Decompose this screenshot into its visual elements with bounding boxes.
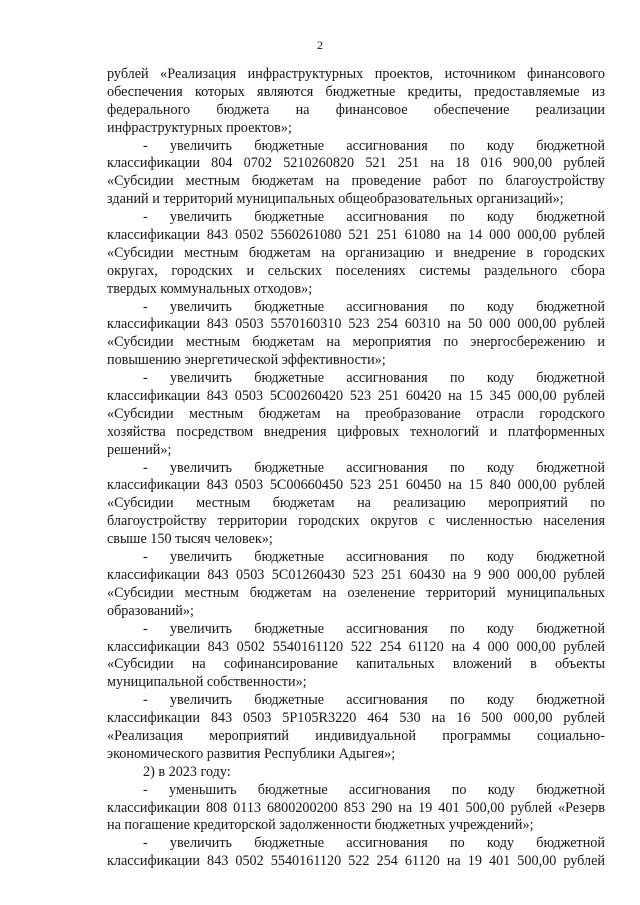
- text-line: классификации 843 0502 5560261080 521 251 61080 на 14 000 000,00 рублей: [107, 227, 605, 244]
- text-line: - увеличить бюджетные ассигнования по коду бюджетной: [143, 209, 605, 226]
- text-line: федерального бюджета на финансовое обеспечение реализации: [107, 101, 605, 118]
- text-line: «Субсидии местным бюджетам на реализацию мероприятий по: [107, 495, 605, 512]
- text-line: классификации 843 0503 5570160310 523 254 60310 на 50 000 000,00 рублей: [107, 316, 605, 333]
- document-body: [107, 66, 605, 871]
- text-line: зданий и территорий муниципальных общеобразовательных организаций»;: [107, 191, 564, 208]
- text-line: классификации 843 0503 5Р105R3220 464 530 на 16 500 000,00 рублей: [107, 710, 605, 727]
- text-line: «Субсидии местным бюджетам на проведение работ по благоустройству: [107, 173, 605, 190]
- text-line: «Субсидии местным бюджетам на преобразование отрасли городского: [107, 405, 605, 422]
- text-line: классификации 843 0502 5540161120 522 254 61120 на 19 401 500,00 рублей: [107, 853, 605, 870]
- text-line: образований»;: [107, 602, 194, 619]
- text-line: повышению энергетической эффективности»;: [107, 352, 386, 369]
- text-line: рублей «Реализация инфраструктурных проектов, источником финансового: [107, 66, 605, 82]
- text-line: - увеличить бюджетные ассигнования по коду бюджетной: [143, 137, 605, 154]
- text-line: «Субсидии на софинансирование капитальных вложений в объекты: [107, 656, 605, 673]
- text-line: инфраструктурных проектов»;: [107, 119, 292, 136]
- text-line: «Субсидии местным бюджетам на мероприятия по энергосбережению и: [107, 334, 605, 351]
- text-line: благоустройству территории городских округов с численностью населения: [107, 513, 605, 530]
- page-number: 2: [317, 38, 323, 52]
- text-line: - увеличить бюджетные ассигнования по коду бюджетной: [143, 459, 605, 476]
- text-line: обеспечения которых являются бюджетные кредиты, предоставляемые из: [107, 83, 605, 100]
- text-line: свыше 150 тысяч человек»;: [107, 531, 273, 548]
- text-line: - уменьшить бюджетные ассигнования по коду бюджетной: [143, 781, 605, 798]
- text-line: классификации 804 0702 5210260820 521 251 на 18 016 900,00 рублей: [107, 155, 605, 172]
- text-line: - увеличить бюджетные ассигнования по коду бюджетной: [143, 549, 605, 566]
- text-line: «Субсидии местным бюджетам на озеленение территорий муниципальных: [107, 584, 605, 601]
- text-line: хозяйства посредством внедрения цифровых технологий и платформенных: [107, 423, 605, 440]
- text-line: классификации 808 0113 6800200200 853 290 на 19 401 500,00 рублей «Резерв: [107, 799, 605, 816]
- text-line: округах, городских и сельских поселениях системы раздельного сбора: [107, 262, 605, 279]
- text-line: - увеличить бюджетные ассигнования по коду бюджетной: [143, 692, 605, 709]
- text-line: - увеличить бюджетные ассигнования по коду бюджетной: [143, 620, 605, 637]
- text-line: классификации 843 0503 5С01260430 523 251 60430 на 9 900 000,00 рублей: [107, 566, 605, 583]
- text-line: классификации 843 0503 5С00660450 523 251 60450 на 15 840 000,00 рублей: [107, 477, 605, 494]
- text-line: твердых коммунальных отходов»;: [107, 280, 313, 297]
- text-line: решений»;: [107, 441, 172, 458]
- text-line: экономического развития Республики Адыгея»;: [107, 745, 396, 762]
- text-line: - увеличить бюджетные ассигнования по коду бюджетной: [143, 298, 605, 315]
- text-line: муниципальной собственности»;: [107, 674, 307, 691]
- text-line: «Реализация мероприятий индивидуальной программы социально-: [107, 727, 605, 744]
- text-line: - увеличить бюджетные ассигнования по коду бюджетной: [143, 835, 605, 852]
- text-line: «Субсидии местным бюджетам на организацию и внедрение в городских: [107, 244, 605, 261]
- text-line: - увеличить бюджетные ассигнования по коду бюджетной: [143, 370, 605, 387]
- text-line: 2) в 2023 году:: [143, 763, 231, 780]
- text-line: классификации 843 0502 5540161120 522 254 61120 на 4 000 000,00 рублей: [107, 638, 605, 655]
- text-line: классификации 843 0503 5С00260420 523 251 60420 на 15 345 000,00 рублей: [107, 388, 605, 405]
- text-line: на погашение кредиторской задолженности бюджетных учреждений»;: [107, 817, 534, 834]
